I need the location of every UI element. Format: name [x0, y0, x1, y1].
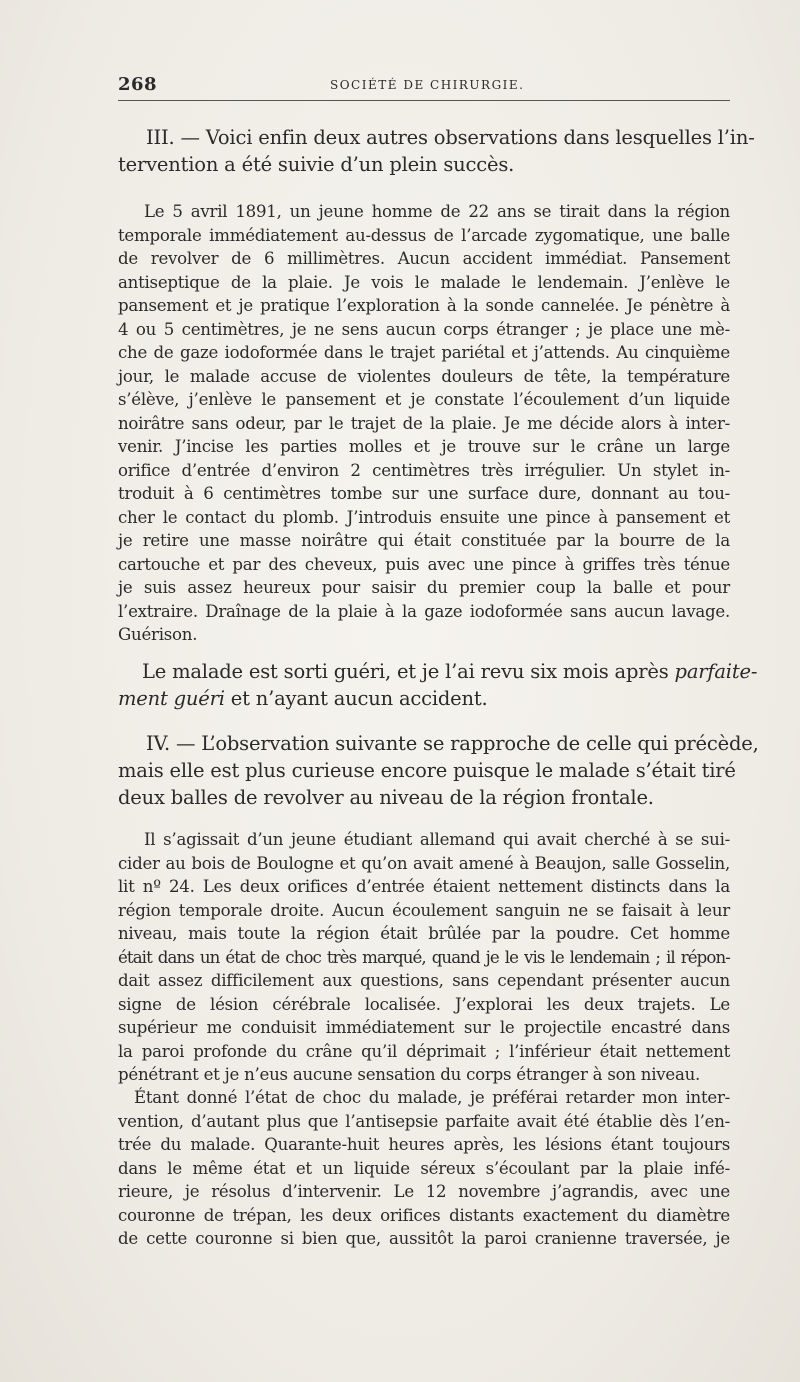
text-line: Guérison. — [118, 625, 198, 644]
case-2-paragraph — [118, 828, 730, 1087]
text-line — [118, 685, 730, 712]
text-line: pansement et je pratique l’exploration à la sonde cannelée. Je pénètre à — [118, 296, 730, 315]
text-line: couronne de trépan, les deux orifices distants exactement du diamètre — [118, 1205, 730, 1225]
text-line: trée du malade. Quarante-huit heures après, les lésions étant toujours — [118, 1135, 730, 1154]
text-line: la paroi profonde du crâne qu’il déprimait ; l’inférieur était nettement — [118, 1041, 730, 1061]
text-line: jour, le malade accuse de violentes douleurs de tête, la température — [118, 366, 730, 386]
page-number: 268 — [118, 74, 158, 95]
text-line: III. — Voici enfin deux autres observations dans lesquelles l’in- — [146, 126, 755, 149]
outcome-italic: ment guéri — [118, 687, 225, 710]
text-line: cartouche et par des cheveux, puis avec une pince à griffes très ténue — [118, 554, 730, 574]
outcome-paragraph — [118, 658, 758, 712]
running-head: SOCIÉTÉ DE CHIRURGIE. — [330, 78, 525, 92]
text-line: Le 5 avril 1891, un jeune homme de 22 ans se tirait dans la région — [144, 202, 730, 221]
text-line: s’élève, j’enlève le pansement et je constate l’écoulement d’un liquide — [118, 390, 730, 409]
text-line: signe de lésion cérébrale localisée. J’explorai les deux trajets. Le — [118, 994, 730, 1014]
text-line: je retire une masse noirâtre qui était constituée par la bourre de la — [118, 531, 730, 550]
text-line: tervention a été suivie d’un plein succès. — [118, 153, 515, 176]
text-line: était dans un état de choc très marqué, quand je le vis le lendemain ; il répon- — [118, 947, 730, 967]
section-iv-paragraph — [118, 730, 759, 811]
text-line: dans le même état et un liquide séreux s’écoulant par la plaie infé- — [118, 1158, 730, 1178]
text-line: cher le contact du plomb. J’introduis ensuite une pince à pansement et — [118, 507, 730, 527]
text-line: Il s’agissait d’un jeune étudiant allemand qui avait cherché à se sui- — [144, 830, 730, 849]
text-line: dait assez difficilement aux questions, sans cependant présenter aucun — [118, 971, 730, 990]
text-line: 4 ou 5 centimètres, je ne sens aucun corps étranger ; je place une mè- — [118, 319, 730, 339]
text-line: venir. J’incise les parties molles et je trouve sur le crâne un large — [118, 437, 730, 456]
section-iii-paragraph — [118, 124, 755, 178]
text-line: mais elle est plus curieuse encore puisque le malade s’était tiré — [118, 759, 736, 782]
text-line — [118, 658, 758, 685]
case-2-continuation-paragraph — [118, 1086, 730, 1251]
text-line: région temporale droite. Aucun écoulement sanguin ne se faisait à leur — [118, 900, 730, 920]
text-line: de revolver de 6 millimètres. Aucun accident immédiat. Pansement — [118, 249, 730, 268]
text-line: temporale immédiatement au-dessus de l’arcade zygomatique, une balle — [118, 225, 730, 245]
text-line: pénétrant et je n’eus aucune sensation du corps étranger à son niveau. — [118, 1065, 701, 1084]
text-line: de cette couronne si bien que, aussitôt la paroi cranienne traversée, je — [118, 1229, 730, 1248]
text-line: antiseptique de la plaie. Je vois le malade le lendemain. J’enlève le — [118, 272, 730, 292]
text-line: orifice d’entrée d’environ 2 centimètres très irrégulier. Un stylet in- — [118, 460, 730, 480]
text-line: IV. — L’observation suivante se rapproche de celle qui précède, — [146, 732, 759, 755]
text-line: noirâtre sans odeur, par le trajet de la plaie. Je me décide alors à inter- — [118, 413, 730, 433]
text-line: che de gaze iodoformée dans le trajet pariétal et j’attends. Au cinquième — [118, 343, 730, 362]
text-line: vention, d’autant plus que l’antisepsie parfaite avait été établie dès l’en- — [118, 1111, 730, 1131]
outcome-text: et n’ayant aucun accident. — [224, 687, 488, 710]
outcome-text: Le malade est sorti guéri, et je l’ai revu six mois après — [142, 660, 675, 683]
text-line: supérieur me conduisit immédiatement sur le projectile encastré dans — [118, 1018, 730, 1037]
text-line: rieure, je résolus d’intervenir. Le 12 novembre j’agrandis, avec une — [118, 1182, 730, 1201]
text-line: Étant donné l’état de choc du malade, je préférai retarder mon inter- — [134, 1088, 730, 1107]
text-line: troduit à 6 centimètres tombe sur une surface dure, donnant au tou- — [118, 484, 730, 503]
page-header — [118, 74, 730, 101]
text-line: niveau, mais toute la région était brûlée par la poudre. Cet homme — [118, 924, 730, 943]
text-line: je suis assez heureux pour saisir du premier coup la balle et pour — [118, 578, 730, 597]
text-line: l’extraire. Draînage de la plaie à la gaze iodoformée sans aucun lavage. — [118, 601, 730, 621]
outcome-italic: parfaite- — [674, 660, 758, 683]
text-line: cider au bois de Boulogne et qu’on avait amené à Beaujon, salle Gosselin, — [118, 853, 730, 873]
case-1-paragraph — [118, 200, 730, 647]
text-line: lit nº 24. Les deux orifices d’entrée étaient nettement distincts dans la — [118, 877, 730, 896]
text-line: deux balles de revolver au niveau de la région frontale. — [118, 786, 654, 809]
